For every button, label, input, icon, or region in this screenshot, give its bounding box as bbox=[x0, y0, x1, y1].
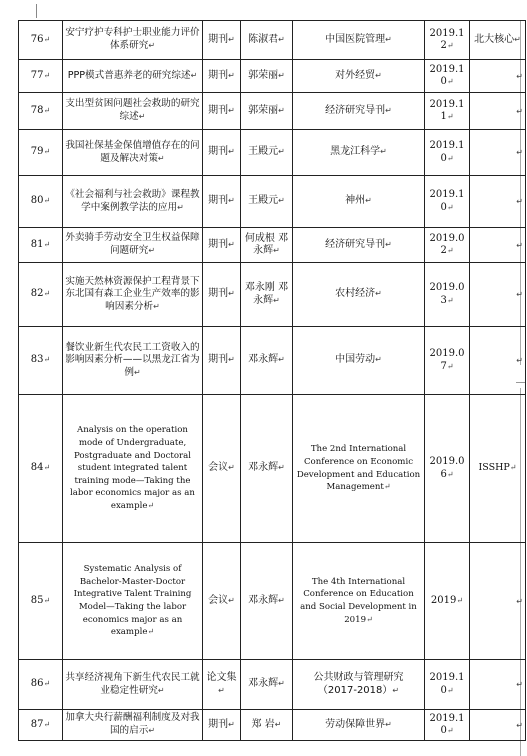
author: 邓永辉 bbox=[248, 594, 279, 606]
paragraph-mark: ↵ bbox=[228, 463, 235, 473]
paragraph-mark: ↵ bbox=[147, 627, 155, 637]
paragraph-mark: ↵ bbox=[516, 71, 523, 81]
table-row bbox=[19, 60, 526, 93]
paragraph-mark: ↵ bbox=[385, 34, 392, 44]
paragraph-mark: ↵ bbox=[43, 70, 51, 80]
venue: 中国医院管理 bbox=[325, 33, 386, 45]
author: 王殿元 bbox=[248, 195, 279, 207]
table-row bbox=[19, 327, 526, 395]
row-number: 84 bbox=[30, 462, 44, 474]
publication-type: 期刊 bbox=[208, 718, 229, 730]
publish-date: 2019.06 bbox=[429, 456, 465, 480]
paragraph-mark: ↵ bbox=[375, 355, 382, 365]
publication-type: 期刊 bbox=[208, 238, 229, 250]
paragraph-mark: ↵ bbox=[385, 719, 392, 729]
paragraph-mark: ↵ bbox=[278, 196, 285, 206]
paragraph-mark: ↵ bbox=[278, 34, 285, 44]
venue: 公共财政与管理研究（2017-2018） bbox=[313, 672, 404, 696]
paragraph-mark: ↵ bbox=[228, 105, 235, 115]
paragraph-mark: ↵ bbox=[43, 147, 51, 157]
venue: The 2nd International Conference on Economic Development and Education Management bbox=[296, 444, 421, 493]
paper-title: 外卖骑手劳动安全卫生权益保障问题研究 bbox=[65, 232, 200, 256]
paragraph-mark: ↵ bbox=[446, 202, 454, 212]
paragraph-mark: ↵ bbox=[43, 239, 51, 249]
table-row bbox=[19, 21, 526, 60]
publication-type: 期刊 bbox=[208, 104, 229, 116]
row-number: 78 bbox=[30, 104, 44, 116]
paragraph-mark: ↵ bbox=[278, 147, 285, 157]
publication-type: 期刊 bbox=[208, 195, 229, 207]
paragraph-mark: ↵ bbox=[148, 726, 156, 735]
publication-type: 会议 bbox=[208, 462, 229, 474]
publication-type: 论文集 bbox=[206, 672, 237, 683]
paragraph-mark: ↵ bbox=[43, 196, 51, 206]
paragraph-mark: ↵ bbox=[514, 34, 521, 44]
paragraph-mark: ↵ bbox=[375, 289, 382, 299]
venue: 劳动保障世界 bbox=[325, 718, 386, 730]
page-corner-mark bbox=[36, 4, 37, 18]
paragraph-mark: ↵ bbox=[392, 685, 400, 695]
paragraph-mark: ↵ bbox=[516, 290, 523, 299]
paragraph-mark: ↵ bbox=[43, 355, 51, 365]
paragraph-mark: ↵ bbox=[456, 595, 464, 605]
paragraph-mark: ↵ bbox=[385, 105, 392, 115]
table-row bbox=[19, 228, 526, 263]
paper-title: 共享经济视角下新生代农民工就业稳定性研究 bbox=[65, 671, 200, 696]
paragraph-mark: ↵ bbox=[516, 106, 523, 116]
paragraph-mark: ↵ bbox=[157, 153, 165, 163]
note: 北大核心 bbox=[474, 33, 515, 45]
publication-type: 期刊 bbox=[208, 288, 229, 300]
paragraph-mark: ↵ bbox=[516, 596, 523, 606]
publish-date: 2019.10 bbox=[429, 672, 465, 696]
paragraph-mark: ↵ bbox=[228, 719, 235, 729]
paragraph-mark: ↵ bbox=[446, 41, 454, 50]
paragraph-mark: ↵ bbox=[43, 679, 51, 689]
paragraph-mark: ↵ bbox=[516, 356, 523, 365]
paragraph-mark: ↵ bbox=[43, 105, 51, 115]
table-row bbox=[19, 93, 526, 130]
paragraph-mark: ↵ bbox=[446, 469, 454, 479]
author: 郑 岩 bbox=[251, 718, 275, 730]
paper-title: 《社会福利与社会救助》课程教学中案例教学法的应用 bbox=[65, 188, 200, 213]
publication-type: 期刊 bbox=[208, 33, 229, 45]
publish-date: 2019 bbox=[430, 594, 457, 606]
paragraph-mark: ↵ bbox=[380, 147, 387, 157]
note: ISSHP bbox=[478, 462, 510, 474]
venue: The 4th International Conference on Education and Social Development in 2019 bbox=[300, 576, 417, 625]
table-row bbox=[19, 543, 526, 660]
paragraph-mark: ↵ bbox=[274, 719, 282, 729]
publish-date: 2019.10 bbox=[429, 189, 465, 213]
table-row bbox=[19, 263, 526, 327]
paragraph-mark: ↵ bbox=[516, 197, 523, 206]
paper-title: 我国社保基金保值增值存在的问题及解决对策 bbox=[65, 139, 200, 164]
table-row bbox=[19, 660, 526, 710]
paragraph-mark: ↵ bbox=[43, 595, 51, 605]
venue: 农村经济 bbox=[335, 288, 376, 300]
paragraph-mark: ↵ bbox=[375, 70, 382, 80]
paragraph-mark: ↵ bbox=[516, 680, 523, 689]
paragraph-mark: ↵ bbox=[385, 239, 392, 249]
publication-type: 期刊 bbox=[208, 146, 229, 158]
paragraph-mark: ↵ bbox=[516, 148, 523, 157]
paragraph-mark: ↵ bbox=[446, 726, 454, 735]
venue: 黑龙江科学 bbox=[330, 146, 381, 158]
publish-date: 2019.11 bbox=[429, 98, 465, 122]
paragraph-mark: ↵ bbox=[278, 105, 285, 115]
paragraph-mark: ↵ bbox=[177, 202, 184, 212]
paragraph-mark: ↵ bbox=[516, 720, 523, 730]
paragraph-mark: ↵ bbox=[516, 240, 523, 250]
publish-date: 2019.12 bbox=[429, 27, 465, 51]
author: 邓永辉 bbox=[248, 678, 279, 690]
paragraph-mark: ↵ bbox=[278, 463, 285, 473]
row-number: 77 bbox=[30, 69, 44, 81]
row-number: 79 bbox=[30, 146, 44, 158]
paragraph-mark: ↵ bbox=[43, 719, 51, 729]
author: 王殿元 bbox=[248, 146, 279, 158]
publish-date: 2019.07 bbox=[429, 348, 465, 372]
publication-type: 会议 bbox=[208, 594, 229, 606]
paragraph-mark: ↵ bbox=[228, 595, 235, 605]
paragraph-mark: ↵ bbox=[446, 361, 454, 371]
author: 陈淑君 bbox=[248, 33, 279, 45]
paragraph-mark: ↵ bbox=[278, 355, 285, 365]
paragraph-mark: ↵ bbox=[148, 41, 156, 50]
row-number: 85 bbox=[30, 594, 44, 606]
paragraph-mark: ↵ bbox=[278, 70, 285, 80]
paper-title: 加拿大央行薪酬福利制度及对我国的启示 bbox=[65, 712, 200, 736]
paragraph-mark: ↵ bbox=[509, 463, 517, 473]
row-number: 80 bbox=[30, 195, 44, 207]
paragraph-mark: ↵ bbox=[147, 500, 155, 510]
table-row bbox=[19, 395, 526, 543]
author: 何成根 邓永辉 bbox=[244, 232, 289, 256]
venue: 对外经贸 bbox=[335, 69, 376, 81]
table-row bbox=[19, 130, 526, 176]
author: 邓永辉 bbox=[248, 462, 279, 474]
paper-title: 安宁疗护专科护士职业能力评价体系研究 bbox=[65, 27, 200, 51]
author: 邓永辉 bbox=[248, 354, 279, 366]
paragraph-mark: ↵ bbox=[228, 196, 235, 206]
publication-type: 期刊 bbox=[208, 354, 229, 366]
publish-date: 2019.03 bbox=[429, 282, 465, 306]
paragraph-mark: ↵ bbox=[228, 34, 235, 44]
venue: 经济研究导刊 bbox=[325, 104, 386, 116]
paragraph-mark: ↵ bbox=[446, 246, 454, 255]
author: 邓永刚 邓永辉 bbox=[244, 282, 289, 306]
paragraph-mark: ↵ bbox=[228, 239, 235, 249]
paragraph-mark: ↵ bbox=[43, 289, 51, 299]
paragraph-mark: ↵ bbox=[133, 367, 141, 377]
paragraph-mark: ↵ bbox=[148, 246, 156, 255]
row-number: 81 bbox=[30, 238, 44, 250]
row-number: 76 bbox=[30, 33, 44, 45]
publish-date: 2019.10 bbox=[429, 140, 465, 164]
table-row bbox=[19, 710, 526, 741]
paragraph-mark: ↵ bbox=[278, 679, 285, 689]
paragraph-mark: ↵ bbox=[157, 685, 165, 695]
paper-title: Systematic Analysis of Bachelor-Master-Doctor Integrative Talent Training Model—Taking the labor economics major as an example bbox=[73, 564, 192, 638]
venue: 经济研究导刊 bbox=[325, 238, 386, 250]
paragraph-mark: ↵ bbox=[446, 685, 454, 695]
paper-title: Analysis on the operation mode of Undergraduate, Postgraduate and Doctoral student integrated talent training mode—Taking the labor economics major as an example bbox=[70, 425, 195, 511]
venue: 中国劳动 bbox=[335, 354, 376, 366]
paragraph-mark: ↵ bbox=[273, 295, 280, 305]
publish-date: 2019.02 bbox=[429, 232, 465, 256]
paragraph-mark: ↵ bbox=[446, 112, 454, 121]
paragraph-mark: ↵ bbox=[446, 295, 454, 305]
publish-date: 2019.10 bbox=[429, 63, 465, 87]
paragraph-mark: ↵ bbox=[228, 70, 235, 80]
paragraph-mark: ↵ bbox=[383, 482, 391, 492]
paragraph-mark: ↵ bbox=[366, 614, 373, 624]
publish-date: 2019.10 bbox=[429, 712, 465, 736]
paragraph-mark: ↵ bbox=[43, 34, 51, 44]
paragraph-mark: ↵ bbox=[228, 289, 235, 299]
paragraph-mark: ↵ bbox=[273, 246, 280, 255]
paragraph-mark: ↵ bbox=[138, 112, 146, 121]
paragraph-mark: ↵ bbox=[446, 77, 454, 86]
paragraph-mark: ↵ bbox=[153, 301, 160, 311]
row-number: 86 bbox=[30, 678, 44, 690]
paragraph-mark: ↵ bbox=[228, 147, 235, 157]
author: 郭荣丽 bbox=[248, 69, 279, 81]
publication-type: 期刊 bbox=[208, 69, 229, 81]
row-number: 87 bbox=[30, 718, 44, 730]
paragraph-mark: ↵ bbox=[278, 595, 285, 605]
table-row bbox=[19, 176, 526, 228]
row-number: 83 bbox=[30, 354, 44, 366]
author: 郭荣丽 bbox=[248, 104, 279, 116]
paragraph-mark: ↵ bbox=[190, 70, 198, 80]
paragraph-mark: ↵ bbox=[43, 463, 51, 473]
paragraph-mark: ↵ bbox=[446, 153, 454, 163]
row-number: 82 bbox=[30, 288, 44, 300]
paper-title: 餐饮业新生代农民工工资收入的影响因素分析——以黑龙江省为例 bbox=[65, 341, 200, 378]
paragraph-mark: ↵ bbox=[365, 196, 372, 206]
venue: 神州 bbox=[345, 195, 366, 207]
publication-table bbox=[18, 20, 526, 741]
paper-title: 支出型贫困问题社会救助的研究综述 bbox=[65, 98, 200, 122]
paper-title: 实施天然林资源保护工程背景下东北国有森工企业生产效率的影响因素分析 bbox=[65, 275, 200, 312]
paper-title: PPP模式普惠养老的研究综述 bbox=[67, 69, 191, 81]
paragraph-mark: ↵ bbox=[218, 685, 225, 695]
paragraph-mark: ↵ bbox=[228, 355, 235, 365]
